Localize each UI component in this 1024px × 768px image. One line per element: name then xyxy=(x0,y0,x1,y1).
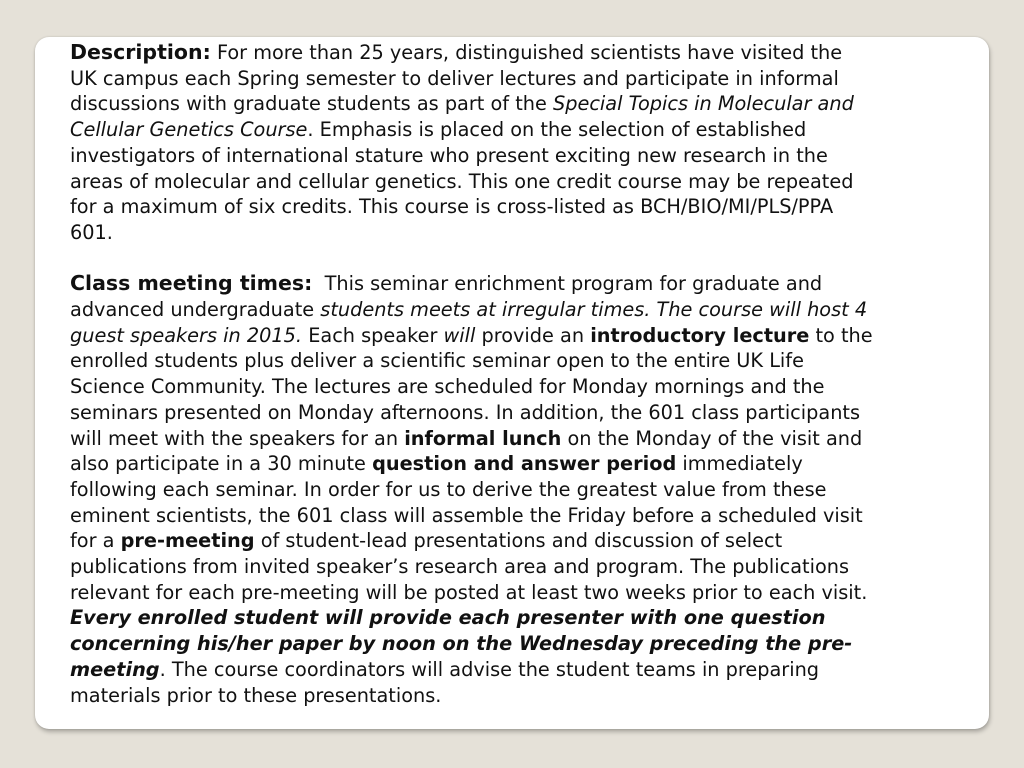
meeting-line-8 xyxy=(70,451,970,477)
meeting-line-9 xyxy=(70,477,970,503)
description-line-6 xyxy=(70,169,970,195)
meeting-text: provide an xyxy=(475,323,591,347)
meeting-text: will meet with the speakers for an xyxy=(70,426,405,450)
meeting-line-16 xyxy=(70,657,970,683)
pre-meeting-bold: pre-meeting xyxy=(120,529,255,553)
meeting-italic: will xyxy=(443,323,476,347)
description-line-7 xyxy=(70,194,970,220)
meeting-line-1 xyxy=(70,271,970,297)
description-line-2 xyxy=(70,66,970,92)
meeting-text: following each seminar. In order for us to derive the greatest value from these xyxy=(70,477,827,501)
requirement-bold-italic: concerning his/her paper by noon on the Wednesday preceding the pre- xyxy=(70,632,853,656)
meeting-line-3 xyxy=(70,323,970,349)
paragraph-spacer xyxy=(70,246,970,272)
description-text: areas of molecular and cellular genetics. This one credit course may be repeated xyxy=(70,169,854,193)
meeting-line-11 xyxy=(70,528,970,554)
meeting-line-6 xyxy=(70,400,970,426)
meeting-text: also participate in a 30 minute xyxy=(70,452,373,476)
meeting-line-2 xyxy=(70,297,970,323)
meeting-text: on the Monday of the visit and xyxy=(561,426,863,450)
description-line-4 xyxy=(70,117,970,143)
meeting-line-14 xyxy=(70,605,970,631)
meeting-text: relevant for each pre-meeting will be posted at least two weeks prior to each visit. xyxy=(70,580,868,604)
meeting-text: advanced undergraduate xyxy=(70,298,321,322)
meeting-line-15 xyxy=(70,631,970,657)
slide-card xyxy=(35,37,989,729)
meeting-text: enrolled students plus deliver a scientific seminar open to the entire UK Life xyxy=(70,349,804,373)
meeting-line-13 xyxy=(70,580,970,606)
meeting-text: of student-lead presentations and discussion of select xyxy=(254,529,783,553)
description-text: investigators of international stature who present exciting new research in the xyxy=(70,143,828,167)
meeting-text: eminent scientists, the 601 class will assemble the Friday before a scheduled visit xyxy=(70,503,863,527)
requirement-bold-italic: meeting xyxy=(70,657,160,681)
qa-period-bold: question and answer period xyxy=(372,452,677,476)
informal-lunch-bold: informal lunch xyxy=(404,426,562,450)
meeting-text: for a xyxy=(70,529,121,553)
introductory-lecture-bold: introductory lecture xyxy=(590,323,810,347)
description-text: . Emphasis is placed on the selection of established xyxy=(307,118,807,142)
meeting-line-7 xyxy=(70,426,970,452)
slide-body xyxy=(70,40,970,708)
meeting-italic: guest speakers in 2015. xyxy=(70,323,303,347)
meeting-text: immediately xyxy=(676,452,803,476)
meeting-text: publications from invited speaker’s research area and program. The publications xyxy=(70,555,850,579)
description-text: For more than 25 years, distinguished scientists have visited the xyxy=(216,41,843,64)
meeting-line-12 xyxy=(70,554,970,580)
meeting-text: to the xyxy=(809,323,873,347)
description-line-1 xyxy=(70,40,970,66)
meeting-line-10 xyxy=(70,503,970,529)
meeting-text: . The course coordinators will advise the student teams in preparing xyxy=(159,657,820,681)
meeting-line-17 xyxy=(70,683,970,709)
meeting-text: This seminar enrichment program for graduate and xyxy=(324,272,823,296)
meeting-text: materials prior to these presentations. xyxy=(70,683,442,707)
meeting-text: Science Community. The lectures are scheduled for Monday mornings and the xyxy=(70,375,825,399)
description-text: 601. xyxy=(70,220,113,244)
meeting-line-4 xyxy=(70,348,970,374)
course-title-italic: Special Topics in Molecular and xyxy=(552,92,854,116)
description-line-3 xyxy=(70,91,970,117)
description-line-8 xyxy=(70,220,970,246)
requirement-bold-italic: Every enrolled student will provide each presenter with one question xyxy=(70,606,826,630)
meeting-text: seminars presented on Monday afternoons. In addition, the 601 class participants xyxy=(70,400,861,424)
course-title-italic: Cellular Genetics Course xyxy=(70,118,308,142)
meeting-line-5 xyxy=(70,374,970,400)
description-text: UK campus each Spring semester to deliver lectures and participate in informal xyxy=(70,66,839,90)
meeting-italic: students meets at irregular times. The course will host 4 xyxy=(320,298,868,322)
description-heading: Description: xyxy=(70,40,211,64)
meeting-heading: Class meeting times: xyxy=(70,271,313,296)
description-line-5 xyxy=(70,143,970,169)
description-text: for a maximum of six credits. This course is cross-listed as BCH/BIO/MI/PLS/PPA xyxy=(70,195,834,219)
description-text: discussions with graduate students as part of the xyxy=(70,92,553,116)
meeting-text: Each speaker xyxy=(302,323,444,347)
